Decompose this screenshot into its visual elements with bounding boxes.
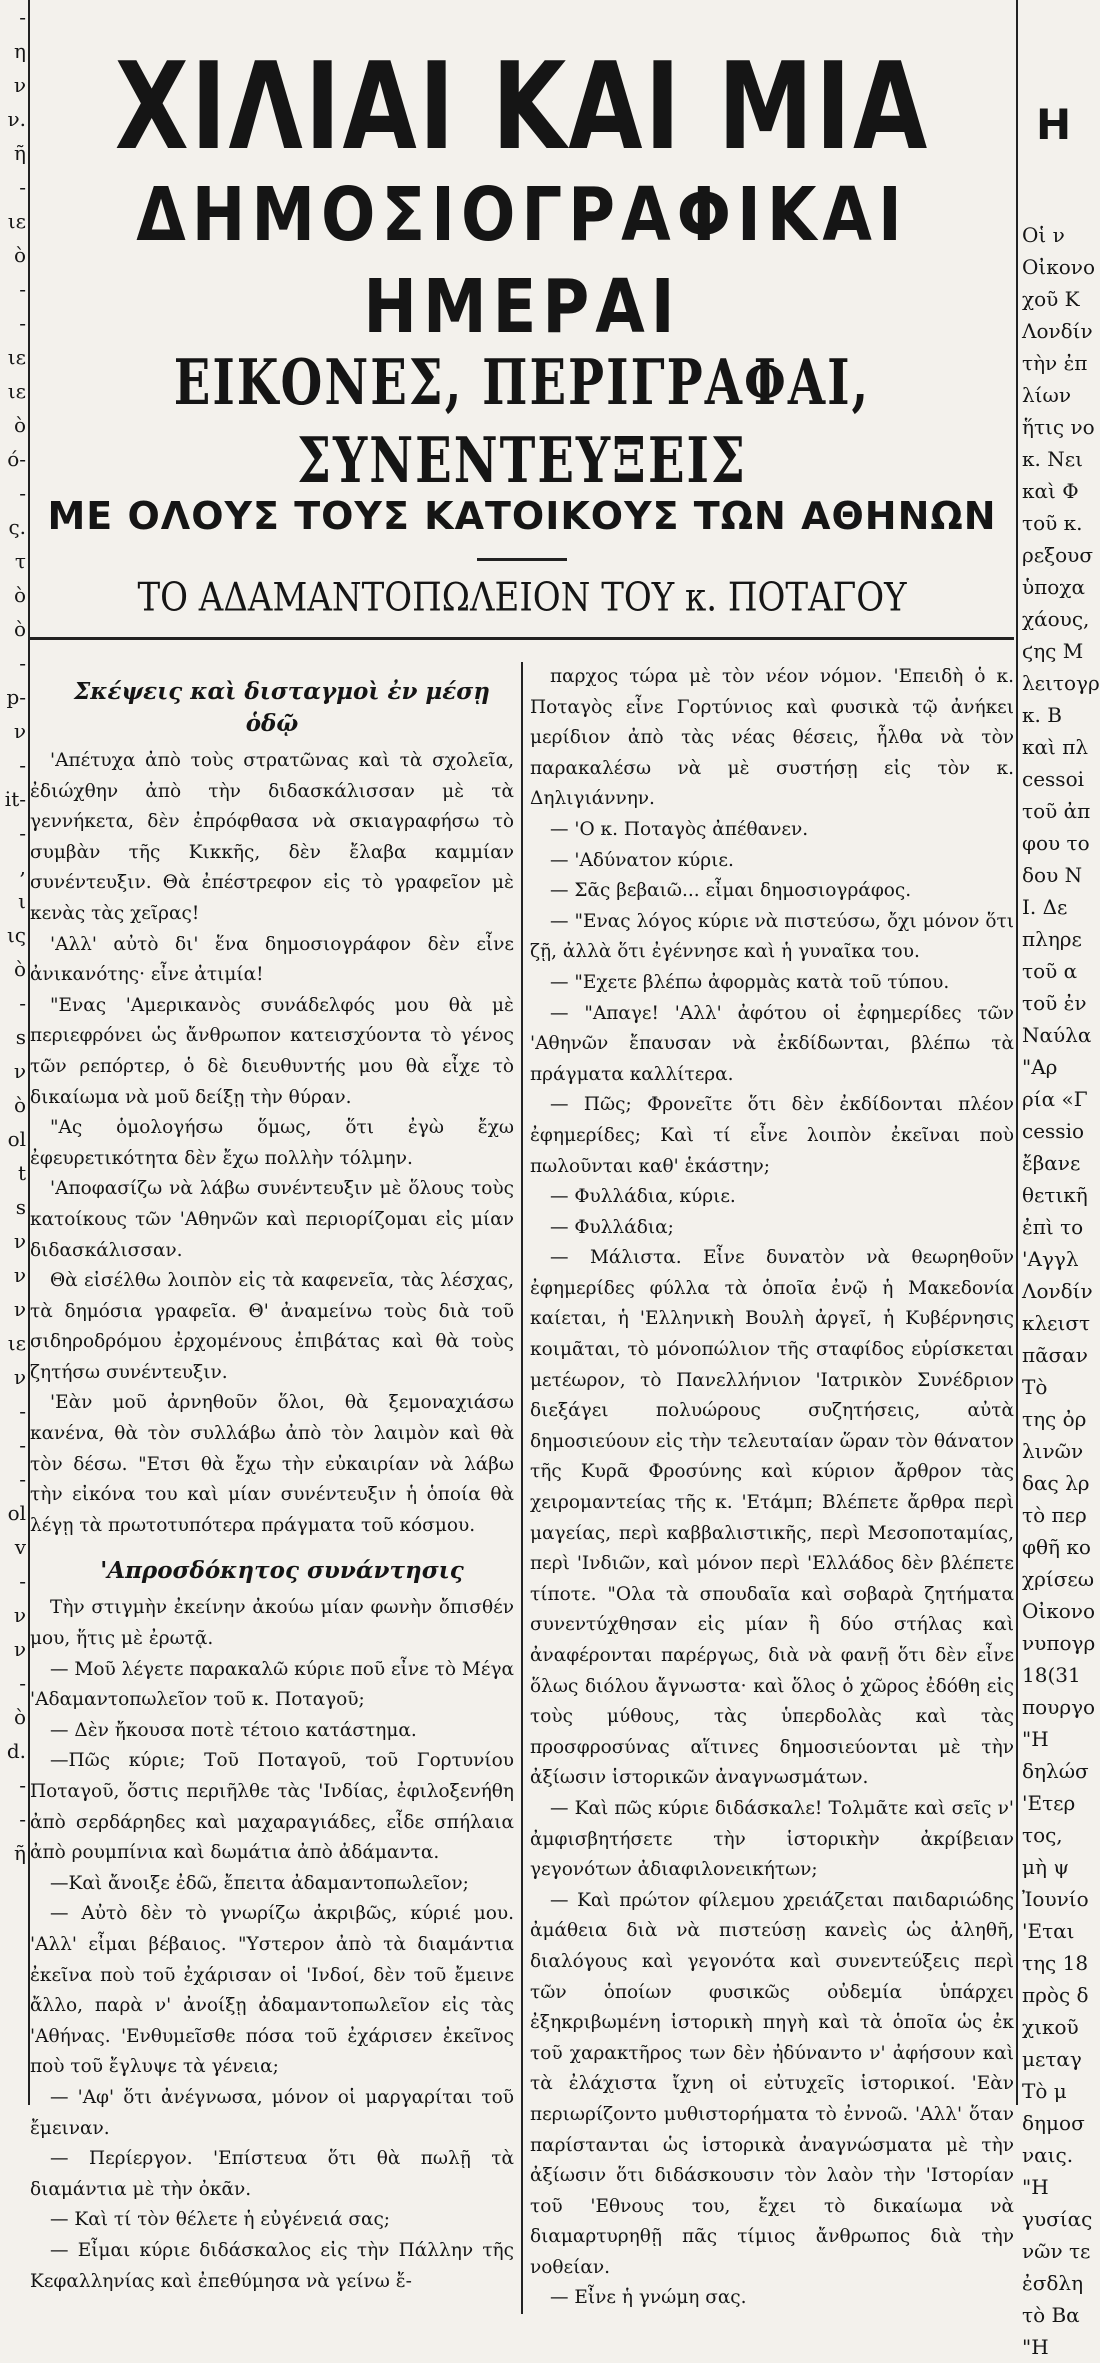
left-text-fragment: ν (13, 1059, 26, 1083)
right-text-fragment: κλειστ (1022, 1311, 1091, 1335)
right-text-fragment: cessoi (1022, 767, 1085, 791)
right-text-fragment: καὶ Φ (1022, 479, 1079, 503)
left-text-fragment: ν (13, 1637, 26, 1661)
article-paragraph: — Περίεργον. 'Επίστευα ὅτι θὰ πωλῇ τὰ διαμάντια μὲ τὴν ὀκᾶν. (30, 2148, 514, 2200)
left-text-fragment: τ (14, 549, 26, 573)
right-text-fragment: "Η (1022, 1727, 1049, 1751)
right-text-fragment: "Η (1022, 2175, 1049, 2199)
right-text-fragment: νυπογρ (1022, 1631, 1096, 1655)
left-text-fragment: p- (6, 685, 26, 709)
article-paragraph: — Σᾶς βεβαιῶ... εἶμαι δημοσιογράφος. (550, 880, 912, 902)
left-text-fragment: ν (13, 1263, 26, 1287)
article-paragraph: — 'Αδύνατον κύριε. (550, 849, 734, 871)
right-text-fragment: 'Αγγλ (1022, 1247, 1079, 1271)
left-text-fragment: ό- (7, 447, 26, 471)
left-text-fragment: - (19, 277, 26, 301)
right-text-fragment: φθῆ κο (1022, 1535, 1091, 1559)
left-text-fragment: ν (13, 1297, 26, 1321)
right-text-fragment: ναις. (1022, 2143, 1074, 2167)
left-text-fragment: ò (13, 1093, 26, 1117)
article-paragraph: — Εἶνε ἡ γνώμη σας. (550, 2287, 747, 2309)
article-paragraph: — "Ενας λόγος κύριε νὰ πιστεύσω, ὄχι μόνον ὅτι ζῇ, ἀλλὰ ὅτι ἐγέννησε καὶ ἡ γυναῖκα του. (530, 910, 1014, 963)
article-columns (30, 662, 1014, 2314)
right-text-fragment: Λονδίν (1022, 319, 1093, 343)
right-text-fragment: τοῦ κ. (1022, 511, 1083, 535)
article-paragraph: — Καὶ τί τὸν θέλετε ἡ εὐγένειά σας; (50, 2209, 391, 2231)
left-clipped-column (0, 0, 30, 2105)
left-text-fragment: ò (13, 413, 26, 437)
right-text-fragment: τὸ περ (1022, 1503, 1087, 1527)
left-text-fragment: - (19, 753, 26, 777)
right-text-fragment: λίων (1022, 383, 1071, 407)
left-text-fragment: - (19, 1671, 26, 1695)
right-text-fragment: τοῦ ἀπ (1022, 799, 1091, 823)
right-text-fragment: καὶ πλ (1022, 735, 1089, 759)
right-text-fragment: χικοῦ (1022, 2015, 1079, 2039)
right-text-fragment: τοῦ ἐν (1022, 991, 1087, 1015)
article-paragraph: — Δὲν ἤκουσα ποτὲ τέτοιο κατάστημα. (50, 1719, 417, 1741)
right-text-fragment: πουργο (1022, 1695, 1096, 1719)
left-text-fragment: - (19, 1467, 26, 1491)
right-text-fragment: πᾶσαν (1022, 1343, 1088, 1367)
article-paragraph: — Καὶ πῶς κύριε διδάσκαλε! Τολμᾶτε καὶ σεῖς ν' ἀμφισβητήσετε τὴν ἱστορικὴν ἀκρίβειαν γεγονότων ἀδιαφιλονεικήτων; (530, 1797, 1014, 1881)
article-paragraph: — Αὐτὸ δὲν τὸ γνωρίζω ἀκριβῶς, κύριέ μου. 'Αλλ' εἶμαι βέβαιος. "Υστερον ἀπὸ τὰ διαμάντια ἐκεῖνα ποὺ τοῦ ἐχάρισαν οἱ 'Ινδοί, δὲν τοῦ ἔμεινε ἄλλο, παρὰ ν' ἀνοίξῃ ἀδαμαντοπωλεῖον εἰς τὰς 'Αθήνας. 'Ενθυμεῖσθε πόσα τοῦ ἐχάρισεν ἐκεῖνος ποὺ τοῦ ἔγλυψε τὰ γένεια; (30, 1903, 514, 2078)
article-paragraph: — 'Ο κ. Ποταγὸς ἀπέθανεν. (550, 818, 809, 840)
column-1-part-a (30, 746, 514, 1541)
main-article (30, 10, 1014, 2309)
article-paragraph: 'Εὰν μοῦ ἀρνηθοῦν ὅλοι, θὰ ξεμοναχιάσω κανένα, θὰ τὸν συλλάβω ἀπὸ τὸν λαιμὸν καὶ θὰ τὸν δέσω. "Ετσι θὰ ἔχω τὴν εὐκαιρίαν νὰ λάβω τὴν εἰκόνα του καὶ μίαν συνέντευξιν ἡ ὁποία θὰ λέγῃ τὰ πρωτοτυπότερα πράγματα τοῦ κόσμου. (30, 1392, 514, 1536)
left-text-fragment: ιε (7, 379, 26, 403)
article-paragraph: — Εἶμαι κύριε διδάσκαλος εἰς τὴν Πάλλην τῆς Κεφαλληνίας καὶ ἐπεθύμησα νὰ γείνω ἔ- (30, 2239, 514, 2292)
right-text-fragment: ὑποχα (1022, 575, 1085, 599)
right-text-fragment: ἐσδλη (1022, 2271, 1084, 2295)
left-text-fragment: ν (13, 1229, 26, 1253)
left-text-fragment: ν (13, 1365, 26, 1389)
subheading-2: 'Απροσδόκητος συνάντησις (100, 1557, 464, 1585)
left-text-fragment: - (19, 1433, 26, 1457)
left-text-fragment: - (19, 651, 26, 675)
left-text-fragment: it- (4, 787, 26, 811)
right-text-fragment: δας λρ (1022, 1471, 1090, 1495)
left-text-fragment: ι (18, 889, 26, 913)
left-text-fragment: - (19, 481, 26, 505)
right-text-fragment: λινῶν (1022, 1439, 1084, 1463)
article-paragraph: — Μοῦ λέγετε παρακαλῶ κύριε ποῦ εἶνε τὸ Μέγα 'Αδαμαντοπωλεῖον τοῦ κ. Ποταγοῦ; (30, 1658, 514, 1711)
left-text-fragment: η (14, 39, 26, 63)
right-text-fragment: δου Ν (1022, 863, 1083, 887)
right-text-fragment: Οἰκονο (1022, 1599, 1095, 1623)
right-text-fragment: ρεξουσ (1022, 543, 1093, 567)
article-paragraph: — "Εχετε βλέπω ἀφορμὰς κατὰ τοῦ τύπου. (550, 971, 950, 993)
right-text-fragment: πρὸς δ (1022, 1983, 1089, 2007)
left-text-fragment: ò (13, 243, 26, 267)
left-text-fragment: ῆ (14, 1841, 26, 1865)
left-text-fragment: ὸ (13, 957, 26, 981)
right-text-fragment: Λονδίν (1022, 1279, 1093, 1303)
column-separator (521, 662, 523, 2314)
right-text-fragment: Ι. Δε (1022, 895, 1068, 919)
left-text-fragment: ιε (7, 345, 26, 369)
article-paragraph: —Πῶς κύριε; Τοῦ Ποταγοῦ, τοῦ Γορτυνίου Ποταγοῦ, ὅστις περιῆλθε τὰς 'Ινδίας, ἐφιλοξενήθη ἀπὸ σερδάρηδες καὶ μαχαραγιάδες, εἶδε σπήλαια ἀπὸ ρουμπίνια καὶ δωμάτια ἀπὸ ἀδάμαντα. (30, 1750, 514, 1864)
right-text-fragment: 'Ετερ (1022, 1791, 1076, 1815)
section-title: ΤΟ ΑΔΑΜΑΝΤΟΠΩΛΕΙΟΝ ΤΟΥ κ. ΠΟΤΑΓΟΥ (137, 575, 907, 621)
full-divider (30, 637, 1014, 640)
left-text-fragment: ò (13, 1705, 26, 1729)
left-text-fragment: - (19, 1399, 26, 1423)
right-text-fragment: πληρε (1022, 927, 1082, 951)
article-paragraph: "Ας ὁμολογήσω ὅμως, ὅτι ἐγὼ ἔχω ἐφευρετικότητα δὲν ἔχω πολλὴν τόλμην. (30, 1117, 514, 1169)
right-text-fragment: χάους, (1022, 607, 1090, 631)
right-text-fragment: ϛης Μ (1022, 639, 1084, 663)
right-text-fragment: θετικῆ (1022, 1183, 1088, 1207)
article-column-2 (530, 662, 1014, 2314)
right-text-fragment: "Η (1022, 2335, 1049, 2359)
article-paragraph: — "Απαγε! 'Αλλ' ἀφότου οἱ ἐφημερίδες τῶν 'Αθηνῶν ἔπαυσαν νὰ ἐκδίδωνται, βλέπω τὰ πράγματα καλλίτερα. (530, 1002, 1014, 1085)
right-heading-fragment: Η (1036, 100, 1072, 149)
left-text-fragment: , (19, 855, 26, 879)
headline-subtitle: ΔΗΜΟΣΙΟΓΡΑΦΙΚΑΙ ΗΜΕΡΑΙ (136, 173, 908, 351)
left-text-fragment: - (19, 821, 26, 845)
right-text-fragment: τὸ Βα (1022, 2303, 1080, 2327)
article-paragraph: παρχος τώρα μὲ τὸν νέον νόμον. 'Επειδὴ ὁ κ. Ποταγὸς εἶνε Γορτύνιος καὶ φυσικὰ τῷ ἀνήκει μερίδιον ἀπὸ τὰς νέας θέσεις, ἦλθα νὰ τὸν παρακαλέσω νὰ μὲ συστήσῃ εἰς τὸν κ. Δηλιγιάννην. (530, 666, 1014, 810)
column-1-part-b (30, 1593, 514, 2297)
left-text-fragment: ς. (8, 515, 26, 539)
right-text-fragment: 'Εται (1022, 1919, 1075, 1943)
article-paragraph: 'Αλλ' αὐτὸ δι' ἕνα δημοσιογράφον δὲν εἶνε ἀνικανότης· εἶνε ἀτιμία! (30, 933, 514, 986)
left-text-fragment: ν (13, 719, 26, 743)
right-text-fragment: 18(31 (1022, 1663, 1081, 1687)
right-text-fragment: Οἱ ν (1022, 223, 1065, 247)
article-paragraph: — Φυλλάδια; (550, 1216, 674, 1238)
left-text-fragment: t (17, 1161, 26, 1185)
right-text-fragment: δηλώσ (1022, 1759, 1089, 1783)
article-paragraph: 'Απέτυχα ἀπὸ τοὺς στρατῶνας καὶ τὰ σχολεῖα, ἐδιώχθην ἀπὸ τὴν διδασκάλισσαν μὲ τὰ γεννήκετα, δὲν ἐπρόφθασα νὰ σκιαγραφήσω τὸ συμβὰν τῆς Κικκῆς, δὲν ἔλαβα καμμίαν συνέντευξιν. Θὰ ἐπέστρεφον εἰς τὸ γραφεῖον μὲ κενὰς τὰς χεῖρας! (30, 750, 514, 924)
left-text-fragment: - (19, 5, 26, 29)
left-text-fragment: - (19, 175, 26, 199)
right-text-fragment: κ. Νει (1022, 447, 1083, 471)
headline-subtitle-3: ΜΕ ΟΛΟΥΣ ΤΟΥΣ ΚΑΤΟΙΚΟΥΣ ΤΩΝ ΑΘΗΝΩΝ (47, 494, 997, 538)
short-divider (477, 558, 567, 561)
right-text-fragment: Τὸ (1022, 1375, 1048, 1399)
right-text-fragment: ἐπὶ το (1022, 1215, 1084, 1239)
right-text-fragment: της ὀρ (1022, 1407, 1087, 1431)
right-text-fragment: μεταγ (1022, 2047, 1082, 2071)
article-paragraph: —Καὶ ἄνοιξε ἐδῶ, ἔπειτα ἀδαμαντοπωλεῖον; (50, 1872, 469, 1894)
left-text-fragment: ὸ (13, 617, 26, 641)
headline-subtitle-2: ΕΙΚΟΝΕΣ, ΠΕΡΙΓΡΑΦΑΙ, ΣΥΝΕΝΤΕΥΞΕΙΣ (173, 346, 871, 498)
right-text-fragment: ἥτις νο (1022, 415, 1095, 439)
left-text-fragment: - (19, 1807, 26, 1831)
left-text-fragment: s (15, 1025, 26, 1049)
right-text-fragment: χρίσεω (1022, 1567, 1095, 1591)
right-text-fragment: τὴν ἐπ (1022, 351, 1088, 375)
article-paragraph: Τὴν στιγμὴν ἐκείνην ἀκούω μίαν φωνὴν ὄπισθέν μου, ἥτις μὲ ἐρωτᾷ. (30, 1597, 514, 1650)
left-text-fragment: ol (7, 1127, 26, 1151)
left-text-fragment: ιε (7, 209, 26, 233)
right-text-fragment: τος, (1022, 1823, 1063, 1847)
article-paragraph: — Μάλιστα. Εἶνε δυνατὸν νὰ θεωρηθοῦν ἐφημερίδες φύλλα τὰ ὁποῖα ἐνῷ ἡ Μακεδονία καίεται, ἡ 'Ελληνικὴ Βουλὴ ἀργεῖ, ἡ Κυβέρνησις κοιμᾶται, τὸ μόνοπώλιον τῆς σταφίδος εὑρίσκεται μετέωρον, τὸ Πανελλήνιον 'Ιατρικὸν Συνέδριον διεξάγει πολυώρους συζητήσεις, αὐτὰ δημοσιεύουν εἰς τὴν τελευταίαν ὥραν τὸν θάνατον τῆς Κυρᾶ Φροσύνης καὶ κύριον ἄρθρον τὰς χειρομαντείας τῆς κ. 'Ετάμπ; Βλέπετε ἄρθρα περὶ μαγείας, περὶ καββαλιστικῆς, περὶ Μεσοποταμίας, περὶ 'Ινδιῶν, καὶ μόνον περὶ 'Ελλάδος δὲν βλέπετε τίποτε. "Ολα τὰ σπουδαῖα καὶ σοβαρὰ ζητήματα συνεντύχθησαν εἰς μίαν ἢ δύο στήλας καὶ ἀναφέρονται παρέργως, διὰ νὰ φανῇ ὅτι δὲν εἶνε ὅλως διόλου ἄγνωστα· καὶ ὅλος ὁ χῶρος ἐδόθη εἰς τοὺς μύθους, τὰς ὑπερδολὰς καὶ τὰς προσφροσύνας αἵτινες δημοσιεύονται μὲ τὴν ἀξίωσιν ἱστορικῶν ἀναγνωσμάτων. (530, 1247, 1014, 1789)
left-text-fragment: ν. (7, 107, 26, 131)
article-paragraph: — 'Αφ' ὅτι ἀνέγνωσα, μόνον οἱ μαργαρίται τοῦ ἔμειναν. (30, 2086, 514, 2139)
left-text-fragment: - (19, 311, 26, 335)
left-text-fragment: d. (6, 1739, 26, 1763)
left-text-fragment: - (19, 1773, 26, 1797)
right-text-fragment: Τὸ μ (1022, 2079, 1067, 2103)
right-text-fragment: "Αρ (1022, 1055, 1058, 1079)
right-text-fragment: ρία «Γ (1022, 1087, 1088, 1111)
article-paragraph: Θὰ εἰσέλθω λοιπὸν εἰς τὰ καφενεῖα, τὰς λέσχας, τὰ δημόσια γραφεῖα. Θ' ἀναμείνω τοὺς διὰ τοῦ σιδηροδρόμου ἐρχομένους ἐπιβάτας καὶ θὰ τοὺς ζητήσω συνέντευξιν. (30, 1270, 514, 1383)
left-text-fragment: ις (6, 923, 26, 947)
right-text-fragment: ἔβανε (1022, 1151, 1081, 1175)
right-text-fragment: Ναύλα (1022, 1023, 1092, 1047)
right-text-fragment: Ἰουνίο (1022, 1887, 1089, 1911)
left-text-fragment: - (19, 991, 26, 1015)
article-paragraph: — Φυλλάδια, κύριε. (550, 1186, 736, 1208)
right-clipped-column (1016, 0, 1100, 2359)
left-text-fragment: ιε (7, 1331, 26, 1355)
left-text-fragment: ol (7, 1501, 26, 1525)
right-text-fragment: cessio (1022, 1119, 1085, 1143)
right-text-fragment: της 18 (1022, 1951, 1089, 1975)
left-text-fragment: ῆ (14, 141, 26, 165)
right-text-fragment: τοῦ α (1022, 959, 1078, 983)
right-fragments (1018, 219, 1100, 2363)
left-text-fragment: ò (13, 583, 26, 607)
right-text-fragment: δημοσ (1022, 2111, 1085, 2135)
right-text-fragment: λειτογρ (1022, 671, 1100, 695)
article-paragraph: 'Αποφασίζω νὰ λάβω συνέντευξιν μὲ ὅλους τοὺς κατοίκους τῶν 'Αθηνῶν καὶ περιορίζομαι εἰς μίαν διδασκάλισσαν. (30, 1178, 514, 1261)
article-paragraph: — Καὶ πρώτον φίλεμου χρειάζεται παιδαριώδης ἀμάθεια διὰ νὰ πιστεύσῃ κανεὶς ὡς ἀληθῆ, διαλόγους καὶ γεγονότα καὶ συνεντεύξεις περὶ τῶν ὁποίων φυσικῶς οὐδεμία ὑπάρχει ἐξηκριβωμένη ἱστορικὴ πηγὴ καὶ τὰ ὁποῖα ὡς ἐκ τοῦ χαρακτῆρος των δὲν ἠδύναντο ν' ἀφήσουν καὶ τὰ ἐλάχιστα ἴχνη οἱ εὐτυχεῖς ἱστορικοί. 'Εὰν περιωρίζοντο μυθιστορήματα τὸ ἐννοῶ. 'Αλλ' ὅταν παρίστανται ὡς ἱστορικὰ ἀναγνώσματα μὲ τὴν ἀξίωσιν ὅτι διδάσκουσιν τὸν λαὸν τὴν 'Ιστορίαν τοῦ 'Εθνους του, ἔχει τὸ δικαίωμα νὰ διαμαρτυρηθῇ πᾶς τίμιος ἄνθρωπος διὰ τὴν νοθείαν. (530, 1889, 1014, 2278)
right-text-fragment: χοῦ Κ (1022, 287, 1080, 311)
article-column-1 (30, 662, 514, 2314)
right-text-fragment: γυσίας (1022, 2207, 1093, 2231)
subheading-1: Σκέψεις καὶ δισταγμοὶ ἐν μέσῃ ὁδῷ (74, 678, 490, 737)
left-text-fragment: s (15, 1195, 26, 1219)
right-text-fragment: κ. Β (1022, 703, 1062, 727)
left-text-fragment: ν (13, 1603, 26, 1627)
right-text-fragment: νῶν τε (1022, 2239, 1091, 2263)
left-text-fragment: - (19, 1569, 26, 1593)
article-paragraph: "Ενας 'Αμερικανὸς συνάδελφός μου θὰ μὲ περιεφρόνει ὡς ἄνθρωπον κατεισχύοντα τὸ γένος τῶν ρεπόρτερ, ὁ δὲ διευθυντής μου θὰ εἶχε τὸ δικαίωμα νὰ μοῦ δείξῃ τὴν θύραν. (30, 994, 514, 1108)
left-text-fragment: v (14, 1535, 26, 1559)
right-text-fragment: μὴ ψ (1022, 1855, 1070, 1879)
headline-title: ΧΙΛΙΑΙ ΚΑΙ ΜΙΑ (114, 36, 930, 177)
right-text-fragment: Οἰκονο (1022, 255, 1095, 279)
left-text-fragment: ν (13, 73, 26, 97)
article-paragraph: — Πῶς; Φρονεῖτε ὅτι δὲν ἐκδίδονται πλέον ἐφημερίδες; Καὶ τί εἶνε λοιπὸν ἐκεῖναι ποὺ πωλοῦνται καθ' ἑκάστην; (530, 1094, 1014, 1177)
right-text-fragment: φου το (1022, 831, 1090, 855)
